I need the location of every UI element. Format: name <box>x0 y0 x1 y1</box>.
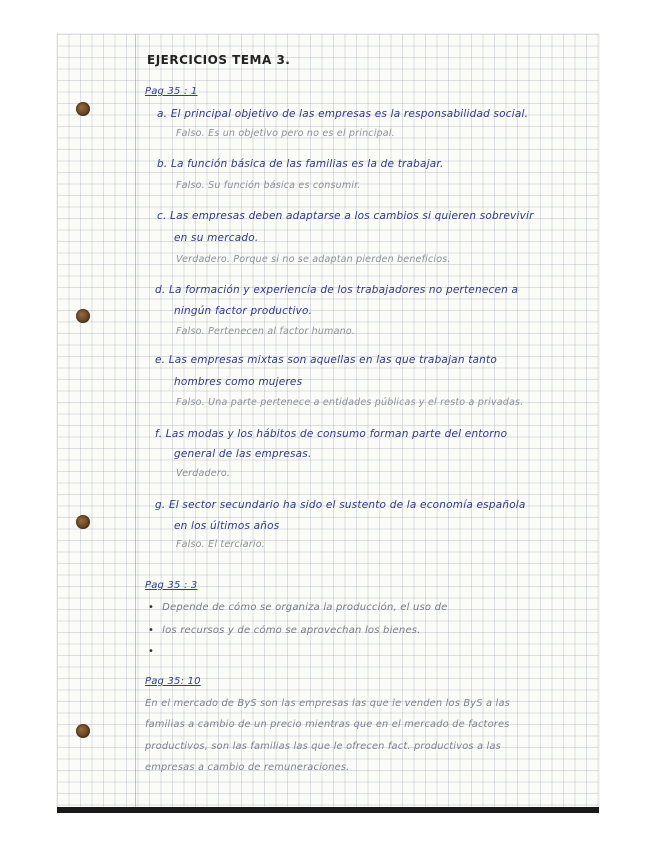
answer-b: Falso. Su función básica es consumir. <box>176 180 361 191</box>
question-e-line1: e. Las empresas mixtas son aquellas en las que trabajan tanto <box>155 354 497 366</box>
question-c-line2: en su mercado. <box>174 232 259 244</box>
question-f-line2: general de las empresas. <box>174 448 312 460</box>
bullet-item: • los recursos y de cómo se aprovechan los bienes. <box>148 625 421 636</box>
bullet-text: Depende de cómo se organiza la producción, el uso de <box>162 602 448 613</box>
question-d-line1: d. La formación y experiencia de los trabajadores no pertenecen a <box>155 284 519 296</box>
paragraph-line-2: familias a cambio de un precio mientras que en el mercado de factores <box>145 719 510 730</box>
bullet-item: • Depende de cómo se organiza la producción, el uso de <box>148 602 448 613</box>
question-a: a. El principal objetivo de las empresas es la responsabilidad social. <box>157 108 529 120</box>
bullet-item: • <box>148 646 155 657</box>
question-d-line2: ningún factor productivo. <box>174 305 313 317</box>
page-title: EJERCICIOS TEMA 3. <box>147 53 291 67</box>
notebook-page <box>57 34 599 811</box>
paragraph-line-1: En el mercado de ByS son las empresas las que le venden los ByS a las <box>145 698 510 709</box>
binder-hole-4 <box>76 724 90 738</box>
page-bottom-edge <box>57 807 599 813</box>
answer-d: Falso. Pertenecen al factor humano. <box>176 326 356 337</box>
question-f-line1: f. Las modas y los hábitos de consumo forman parte del entorno <box>155 428 508 440</box>
section-ref-1: Pag 35 : 1 <box>145 86 198 97</box>
paragraph-line-3: productivos, son las familias las que le ofrecen fact. productivos a las <box>145 741 501 752</box>
bullet-text: los recursos y de cómo se aprovechan los bienes. <box>162 625 421 636</box>
question-g-line1: g. El sector secundario ha sido el sustento de la economía española <box>155 499 526 511</box>
answer-f: Verdadero. <box>176 468 231 479</box>
margin-line <box>135 34 136 809</box>
answer-a: Falso. Es un objetivo pero no es el principal. <box>176 128 395 139</box>
answer-g: Falso. El terciario. <box>176 539 265 550</box>
question-g-line2: en los últimos años <box>174 520 280 532</box>
binder-hole-3 <box>76 515 90 529</box>
question-c-line1: c. Las empresas deben adaptarse a los cambios si quieren sobrevivir <box>157 210 534 222</box>
binder-hole-1 <box>76 102 90 116</box>
paragraph-line-4: empresas a cambio de remuneraciones. <box>145 762 350 773</box>
binder-hole-2 <box>76 309 90 323</box>
question-e-line2: hombres como mujeres <box>174 376 303 388</box>
question-b: b. La función básica de las familias es la de trabajar. <box>157 158 444 170</box>
answer-e: Falso. Una parte pertenece a entidades públicas y el resto a privadas. <box>176 397 524 408</box>
section-ref-2: Pag 35 : 3 <box>145 580 198 591</box>
answer-c: Verdadero. Porque si no se adaptan pierden beneficios. <box>176 254 451 265</box>
section-ref-3: Pag 35: 10 <box>145 676 201 687</box>
